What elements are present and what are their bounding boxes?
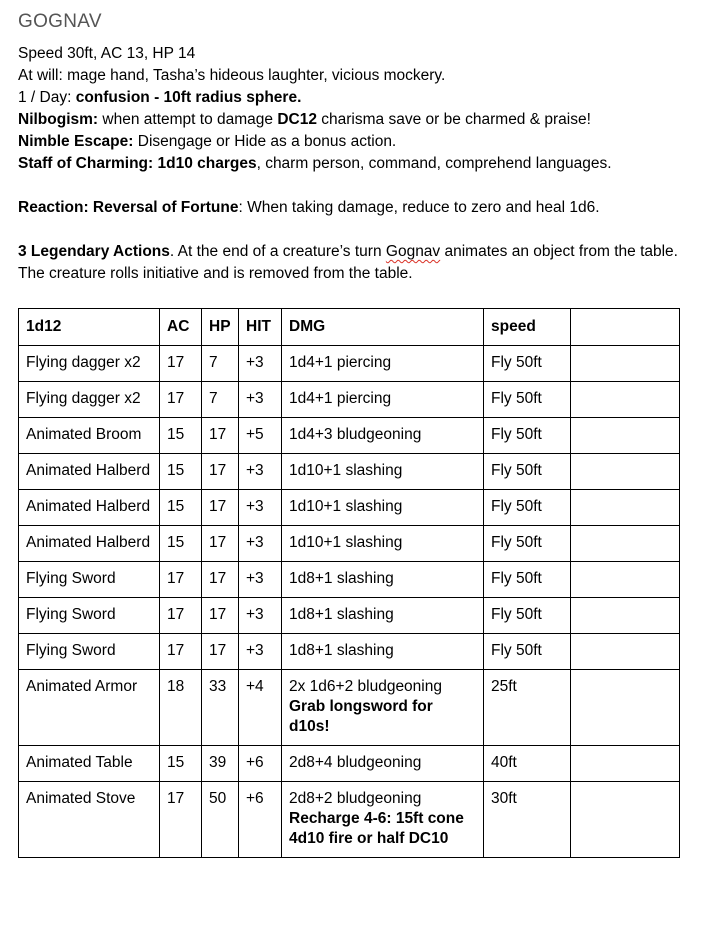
animated-objects-table — [18, 308, 680, 858]
dmg-text: 1d10+1 slashing — [289, 498, 403, 515]
spacer — [18, 219, 688, 241]
staff-label: Staff of Charming: 1d10 charges — [18, 155, 257, 172]
dmg-cell — [282, 782, 484, 858]
speed-cell: Fly 50ft — [484, 562, 571, 598]
hp-cell: 7 — [202, 382, 239, 418]
per-day-line — [18, 87, 688, 109]
hit-cell: +3 — [239, 526, 282, 562]
hp-cell: 17 — [202, 454, 239, 490]
nilbogism-text-1: when attempt to damage — [98, 111, 278, 128]
ac-cell: 15 — [160, 490, 202, 526]
hit-cell: +5 — [239, 418, 282, 454]
table-row — [19, 454, 680, 490]
staff-line — [18, 153, 688, 175]
legendary-text-1: . At the end of a creature’s turn — [169, 243, 386, 260]
dmg-text: 2x 1d6+2 bludgeoning — [289, 678, 442, 695]
ac-cell: 17 — [160, 598, 202, 634]
nilbogism-label: Nilbogism: — [18, 111, 99, 128]
dmg-cell — [282, 746, 484, 782]
dmg-text: 1d4+1 piercing — [289, 354, 392, 371]
table-row — [19, 562, 680, 598]
dmg-text: 2d8+2 bludgeoning — [289, 790, 422, 807]
speed-cell: 30ft — [484, 782, 571, 858]
name-cell: Flying Sword — [19, 562, 160, 598]
nilbogism-dc: DC12 — [277, 111, 317, 128]
hit-cell: +6 — [239, 746, 282, 782]
stats-line: Speed 30ft, AC 13, HP 14 — [18, 45, 196, 62]
hit-cell: +3 — [239, 562, 282, 598]
header-cell: speed — [484, 309, 571, 346]
notes-cell — [571, 562, 680, 598]
dmg-cell — [282, 382, 484, 418]
dmg-cell — [282, 598, 484, 634]
name-cell: Animated Halberd — [19, 454, 160, 490]
per-day-prefix: 1 / Day: — [18, 89, 76, 106]
ac-cell: 15 — [160, 746, 202, 782]
table-row — [19, 634, 680, 670]
ac-cell: 18 — [160, 670, 202, 746]
hit-cell: +3 — [239, 382, 282, 418]
notes-cell — [571, 598, 680, 634]
speed-cell: Fly 50ft — [484, 526, 571, 562]
dmg-cell — [282, 670, 484, 746]
dmg-cell — [282, 454, 484, 490]
table-header-row — [19, 309, 680, 346]
hit-cell: +3 — [239, 454, 282, 490]
ac-cell: 17 — [160, 634, 202, 670]
hit-cell: +3 — [239, 634, 282, 670]
dmg-note: Recharge 4-6: 15ft cone 4d10 fire or half DC10 — [289, 810, 464, 847]
legendary-label: 3 Legendary Actions — [18, 243, 170, 260]
ac-cell: 15 — [160, 454, 202, 490]
hp-cell: 7 — [202, 346, 239, 382]
name-cell: Animated Halberd — [19, 526, 160, 562]
legendary-name[interactable]: Gognav — [385, 243, 441, 260]
legendary-line — [18, 241, 688, 285]
dmg-text: 1d8+1 slashing — [289, 642, 394, 659]
notes-cell — [571, 634, 680, 670]
hit-cell: +6 — [239, 782, 282, 858]
name-cell: Flying dagger x2 — [19, 382, 160, 418]
dmg-cell — [282, 634, 484, 670]
notes-cell — [571, 346, 680, 382]
at-will-line: At will: mage hand, Tasha’s hideous laughter, vicious mockery. — [18, 67, 446, 84]
speed-cell: Fly 50ft — [484, 634, 571, 670]
notes-cell — [571, 454, 680, 490]
statblock — [18, 43, 688, 285]
page-title: GOGNAV — [18, 11, 102, 32]
hp-cell: 17 — [202, 526, 239, 562]
ac-cell: 17 — [160, 346, 202, 382]
hit-cell: +4 — [239, 670, 282, 746]
dmg-cell — [282, 490, 484, 526]
notes-cell — [571, 746, 680, 782]
hit-cell: +3 — [239, 598, 282, 634]
table-row — [19, 526, 680, 562]
speed-cell: Fly 50ft — [484, 382, 571, 418]
dmg-cell — [282, 418, 484, 454]
name-cell: Animated Armor — [19, 670, 160, 746]
speed-cell: 40ft — [484, 746, 571, 782]
name-cell: Flying Sword — [19, 634, 160, 670]
dmg-cell — [282, 526, 484, 562]
ac-cell: 17 — [160, 382, 202, 418]
hp-cell: 17 — [202, 634, 239, 670]
dmg-cell — [282, 346, 484, 382]
hit-cell: +3 — [239, 346, 282, 382]
dmg-text: 1d10+1 slashing — [289, 534, 403, 551]
header-cell: HIT — [239, 309, 282, 346]
notes-cell — [571, 670, 680, 746]
table-row — [19, 746, 680, 782]
hp-cell: 17 — [202, 490, 239, 526]
table-row — [19, 490, 680, 526]
notes-cell — [571, 382, 680, 418]
name-cell: Animated Broom — [19, 418, 160, 454]
speed-cell: 25ft — [484, 670, 571, 746]
dmg-text: 1d10+1 slashing — [289, 462, 403, 479]
name-cell: Animated Stove — [19, 782, 160, 858]
header-cell: 1d12 — [19, 309, 160, 346]
hp-cell: 17 — [202, 418, 239, 454]
speed-cell: Fly 50ft — [484, 346, 571, 382]
nilbogism-line — [18, 109, 688, 131]
staff-text: , charm person, command, comprehend languages. — [256, 155, 612, 172]
nimble-escape-line — [18, 131, 688, 153]
reaction-line — [18, 197, 688, 219]
ac-cell: 17 — [160, 562, 202, 598]
nimble-escape-text: Disengage or Hide as a bonus action. — [133, 133, 397, 150]
table-row — [19, 598, 680, 634]
hp-cell: 17 — [202, 598, 239, 634]
table-row — [19, 782, 680, 858]
dmg-note: Grab longsword for d10s! — [289, 698, 433, 735]
hit-cell: +3 — [239, 490, 282, 526]
ac-cell: 15 — [160, 418, 202, 454]
hp-cell: 33 — [202, 670, 239, 746]
notes-cell — [571, 418, 680, 454]
speed-cell: Fly 50ft — [484, 598, 571, 634]
ac-cell: 15 — [160, 526, 202, 562]
table-row — [19, 346, 680, 382]
legendary-text-2: animates an object from the table. The creature rolls initiative and is removed from the table. — [18, 243, 678, 282]
reaction-text: : When taking damage, reduce to zero and heal 1d6. — [238, 199, 600, 216]
name-cell: Flying Sword — [19, 598, 160, 634]
hp-cell: 39 — [202, 746, 239, 782]
nimble-escape-label: Nimble Escape: — [18, 133, 134, 150]
dmg-text: 2d8+4 bludgeoning — [289, 754, 422, 771]
dmg-text: 1d8+1 slashing — [289, 570, 394, 587]
header-cell — [571, 309, 680, 346]
header-cell: HP — [202, 309, 239, 346]
table-row — [19, 382, 680, 418]
header-cell: DMG — [282, 309, 484, 346]
spacer — [18, 175, 688, 197]
table-row — [19, 670, 680, 746]
hp-cell: 50 — [202, 782, 239, 858]
speed-cell: Fly 50ft — [484, 454, 571, 490]
per-day-spell: confusion - 10ft radius sphere. — [75, 89, 302, 106]
notes-cell — [571, 526, 680, 562]
reaction-label: Reaction: Reversal of Fortune — [18, 199, 239, 216]
dmg-text: 1d4+1 piercing — [289, 390, 392, 407]
name-cell: Flying dagger x2 — [19, 346, 160, 382]
ac-cell: 17 — [160, 782, 202, 858]
notes-cell — [571, 490, 680, 526]
notes-cell — [571, 782, 680, 858]
speed-cell: Fly 50ft — [484, 418, 571, 454]
hp-cell: 17 — [202, 562, 239, 598]
nilbogism-text-2: charisma save or be charmed & praise! — [316, 111, 591, 128]
name-cell: Animated Halberd — [19, 490, 160, 526]
dmg-text: 1d4+3 bludgeoning — [289, 426, 422, 443]
header-cell: AC — [160, 309, 202, 346]
name-cell: Animated Table — [19, 746, 160, 782]
dmg-text: 1d8+1 slashing — [289, 606, 394, 623]
table-row — [19, 418, 680, 454]
dmg-cell — [282, 562, 484, 598]
speed-cell: Fly 50ft — [484, 490, 571, 526]
